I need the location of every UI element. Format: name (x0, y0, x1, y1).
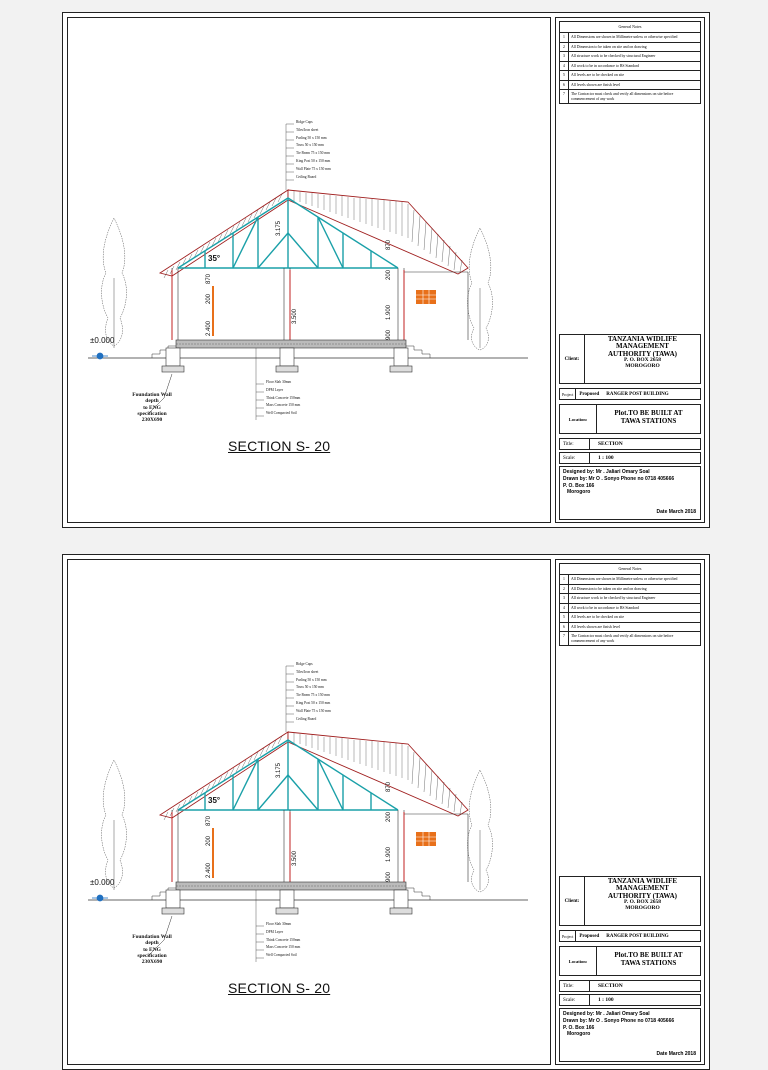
general-notes (559, 563, 701, 646)
note-text: All levels are to be checked on site (571, 73, 625, 78)
title-value: SECTION (598, 441, 623, 447)
foundation-note-line: to ENG (143, 946, 161, 953)
section-title: SECTION S- 20 (228, 980, 331, 996)
client-line: AUTHORITY (TAWA) (607, 349, 678, 358)
callout: Tie Beam 75 x 150 mm (296, 693, 330, 698)
note-num: 7 (560, 90, 569, 103)
client-line: P. O. BOX 2658 (624, 357, 661, 364)
town: Morogoro (567, 1031, 591, 1038)
scale-value: 1 : 100 (598, 997, 614, 1003)
client-line: TANZANIA WIDLIFE (607, 335, 678, 343)
location-box (559, 404, 701, 434)
foundation-note-line: specification (137, 410, 167, 417)
po-box: P. O. Box 166 (563, 1024, 595, 1031)
dim-right-sill: 900 (386, 871, 392, 882)
section-title: SECTION S- 20 (228, 438, 331, 454)
callout: Ceiling Board (296, 716, 317, 721)
drawing-sheet-2 (62, 554, 710, 1070)
callout: Well Compacted Soil (266, 953, 297, 958)
notes-header: General Notes (560, 564, 700, 575)
drawing-area (67, 17, 551, 523)
callout: Well Compacted Soil (266, 411, 297, 416)
title-block (555, 17, 705, 523)
foundation-note (114, 934, 190, 966)
note-text: All levels shown are finish level (571, 82, 621, 87)
design-box (559, 466, 701, 520)
callout: Floor Slab 30mm (266, 922, 292, 926)
tree-left (102, 760, 127, 890)
location-line: TAWA STATIONS (620, 416, 677, 425)
note-row (560, 71, 700, 81)
callout: Floor Slab 30mm (266, 380, 292, 384)
tree-left (102, 218, 127, 348)
level-label: ±0.000 (90, 878, 115, 887)
dim-right-window: 1.900 (386, 304, 392, 320)
window-orange-right (416, 832, 436, 846)
scale-value: 1 : 100 (598, 455, 614, 461)
note-text: All levels shown are finish level (571, 624, 621, 629)
dim-right-sill: 900 (386, 329, 392, 340)
note-num: 6 (560, 623, 569, 632)
dim-left-window: 2.400 (206, 862, 212, 878)
dim-ridge: 3.175 (276, 220, 282, 236)
note-text: The Contractor must check and verify all dimensions on site before commencement of any work (571, 92, 674, 101)
general-notes (559, 21, 701, 104)
title-label: Title: (560, 981, 590, 991)
designed-by: Designed by: Mr . Jaliari Omary Soal (563, 1011, 650, 1017)
project-prefix: Proposed (579, 933, 600, 939)
note-row (560, 585, 700, 595)
client-line: MOROGORO (625, 904, 660, 911)
project-prefix: Proposed (579, 391, 600, 397)
note-text: All structure work to be checked by structural Engineer (571, 596, 656, 601)
foundation-note-line: Foundation Wall (132, 392, 172, 398)
foundation-note-line: Foundation Wall (132, 934, 172, 940)
callout: DPM Layer (266, 387, 284, 392)
project-label: Project (560, 389, 576, 399)
note-num: 2 (560, 43, 569, 52)
location-value (597, 405, 700, 433)
floor-callout-leaders (256, 348, 264, 420)
dim-left-window: 2.400 (206, 320, 212, 336)
foundation-note-line: depth (145, 940, 159, 947)
client-info (585, 877, 700, 925)
callout: Purling 50 x 150 mm (296, 135, 327, 140)
client-box (559, 876, 701, 926)
note-num: 2 (560, 585, 569, 594)
note-num: 1 (560, 575, 569, 584)
scale-label: Scale: (560, 453, 590, 463)
dim-right-upper: 870 (386, 781, 392, 792)
callout: Think Concrete 150mm (266, 937, 301, 942)
callout: Ceiling Board (296, 174, 317, 179)
foundation-note-line: specification (137, 952, 167, 959)
location-line: TAWA STATIONS (620, 958, 677, 967)
notes-header: General Notes (560, 22, 700, 33)
client-info (585, 335, 700, 383)
town: Morogoro (567, 489, 591, 496)
callout: Tiles/Iron sheet (296, 669, 319, 674)
roof-right (288, 732, 468, 816)
note-row (560, 33, 700, 43)
roof-callouts (296, 121, 331, 183)
scale-label: Scale: (560, 995, 590, 1005)
tree-right (468, 770, 493, 892)
dim-left-window-top: 200 (206, 293, 212, 304)
dim-right-top: 200 (386, 269, 392, 280)
client-line: TANZANIA WIDLIFE (607, 877, 678, 885)
roof-left (160, 732, 288, 820)
foundations (162, 890, 412, 914)
note-text: All Dimension to be taken on site and on drawing (571, 586, 647, 591)
foundation-note-line: to ENG (143, 404, 161, 411)
note-text: All work to be in accordance to BS Standard (571, 63, 639, 68)
note-num: 3 (560, 52, 569, 61)
drawing-sheet-1 (62, 12, 710, 528)
drawn-by: Drawn by: Mr O . Sonyo Phone no 0718 405666 (563, 475, 675, 482)
dim-wall-left: 870 (206, 815, 212, 826)
location-line: Plot.TO BE BUILT AT (614, 951, 683, 959)
note-text: All Dimension to be taken on site and on drawing (571, 44, 647, 49)
note-num: 7 (560, 632, 569, 645)
title-label: Title: (560, 439, 590, 449)
roof-callout-leaders (286, 666, 294, 732)
project-box (559, 388, 701, 400)
client-label: Client: (560, 877, 585, 925)
foundation-note-line: 230X690 (141, 959, 163, 966)
callout: Ridge Caps (296, 120, 313, 124)
steps-right (406, 888, 430, 900)
note-row (560, 575, 700, 585)
client-line: MANAGEMENT (616, 342, 669, 351)
project-box (559, 930, 701, 942)
note-text: All work to be in accordance to BS Standard (571, 605, 639, 610)
dim-right-window: 1.900 (386, 846, 392, 862)
roof-left (160, 190, 288, 278)
note-row (560, 632, 700, 645)
location-label: Location: (560, 947, 597, 975)
note-row (560, 90, 700, 103)
foundation-note-line: 230X690 (141, 417, 163, 424)
dim-right-upper: 870 (386, 239, 392, 250)
client-line: AUTHORITY (TAWA) (607, 891, 678, 900)
note-row (560, 623, 700, 633)
location-label: Location: (560, 405, 597, 433)
project-name: RANGER POST BUILDING (606, 391, 669, 397)
window-orange-right (416, 290, 436, 304)
drawing-area (67, 559, 551, 1065)
location-line: Plot.TO BE BUILT AT (614, 409, 683, 417)
foundations (162, 348, 412, 372)
roof-callout-leaders (286, 124, 294, 190)
floor-callouts (266, 381, 300, 420)
callout: King Post 50 x 150 mm (296, 158, 331, 163)
client-line: MANAGEMENT (616, 884, 669, 893)
note-text: All Dimensions are shown in Millimetre unless or otherwise specified (571, 577, 678, 581)
note-text: All levels are to be checked on site (571, 615, 625, 620)
dim-center: 3.500 (292, 308, 298, 324)
roof-callouts (296, 663, 331, 725)
dim-left-window-top: 200 (206, 835, 212, 846)
foundation-note (114, 392, 190, 424)
title-row (559, 438, 701, 450)
title-row (559, 980, 701, 992)
client-label: Client: (560, 335, 585, 383)
floor-callout-leaders (256, 890, 264, 962)
callout: Ridge Caps (296, 662, 313, 666)
note-num: 4 (560, 62, 569, 71)
callout: Truss 50 x 150 mm (296, 685, 324, 690)
note-text: The Contractor must check and verify all dimensions on site before commencement of any work (571, 634, 674, 643)
callout: DPM Layer (266, 929, 284, 934)
note-num: 3 (560, 594, 569, 603)
location-box (559, 946, 701, 976)
callout: Purling 50 x 150 mm (296, 677, 327, 682)
designed-by: Designed by: Mr . Jaliari Omary Soal (563, 469, 650, 475)
date: Date March 2018 (656, 1051, 696, 1058)
date: Date March 2018 (656, 509, 696, 516)
note-num: 1 (560, 33, 569, 42)
dim-wall-left: 870 (206, 273, 212, 284)
level-label: ±0.000 (90, 336, 115, 345)
note-row (560, 43, 700, 53)
note-row (560, 594, 700, 604)
note-num: 6 (560, 81, 569, 90)
dim-right-top: 200 (386, 811, 392, 822)
note-text: All Dimensions are shown in Millimetre unless or otherwise specified (571, 35, 678, 39)
dim-ridge: 3.175 (276, 762, 282, 778)
location-value (597, 947, 700, 975)
callout: Mass Concrete 150 mm (266, 945, 301, 950)
design-box (559, 1008, 701, 1062)
note-row (560, 81, 700, 91)
floor-callouts (266, 923, 300, 962)
note-row (560, 604, 700, 614)
callout: Mass Concrete 150 mm (266, 403, 301, 408)
roof-angle-label: 35° (208, 254, 221, 263)
drawn-by: Drawn by: Mr O . Sonyo Phone no 0718 405666 (563, 1017, 675, 1024)
client-box (559, 334, 701, 384)
note-num: 4 (560, 604, 569, 613)
note-row (560, 52, 700, 62)
callout: Tie Beam 75 x 150 mm (296, 151, 330, 156)
note-num: 5 (560, 71, 569, 80)
callout: Truss 50 x 150 mm (296, 143, 324, 148)
callout: Tiles/Iron sheet (296, 127, 319, 132)
roof-angle-label: 35° (208, 796, 221, 805)
title-value: SECTION (598, 983, 623, 989)
steps-right (406, 346, 430, 358)
client-line: P. O. BOX 2658 (624, 899, 661, 906)
note-text: All structure work to be checked by structural Engineer (571, 54, 656, 59)
po-box: P. O. Box 166 (563, 482, 595, 489)
foundation-note-line: depth (145, 398, 159, 405)
scale-row (559, 452, 701, 464)
title-block (555, 559, 705, 1065)
note-num: 5 (560, 613, 569, 622)
roof-right (288, 190, 468, 274)
callout: Wall Plate 75 x 150 mm (296, 166, 331, 171)
project-label: Project (560, 931, 576, 941)
callout: King Post 50 x 150 mm (296, 700, 331, 705)
tree-right (468, 228, 493, 350)
callout: Wall Plate 75 x 150 mm (296, 708, 331, 713)
client-line: MOROGORO (625, 362, 660, 369)
note-row (560, 62, 700, 72)
project-name: RANGER POST BUILDING (606, 933, 669, 939)
callout: Think Concrete 150mm (266, 395, 301, 400)
dim-center: 3.500 (292, 850, 298, 866)
note-row (560, 613, 700, 623)
scale-row (559, 994, 701, 1006)
